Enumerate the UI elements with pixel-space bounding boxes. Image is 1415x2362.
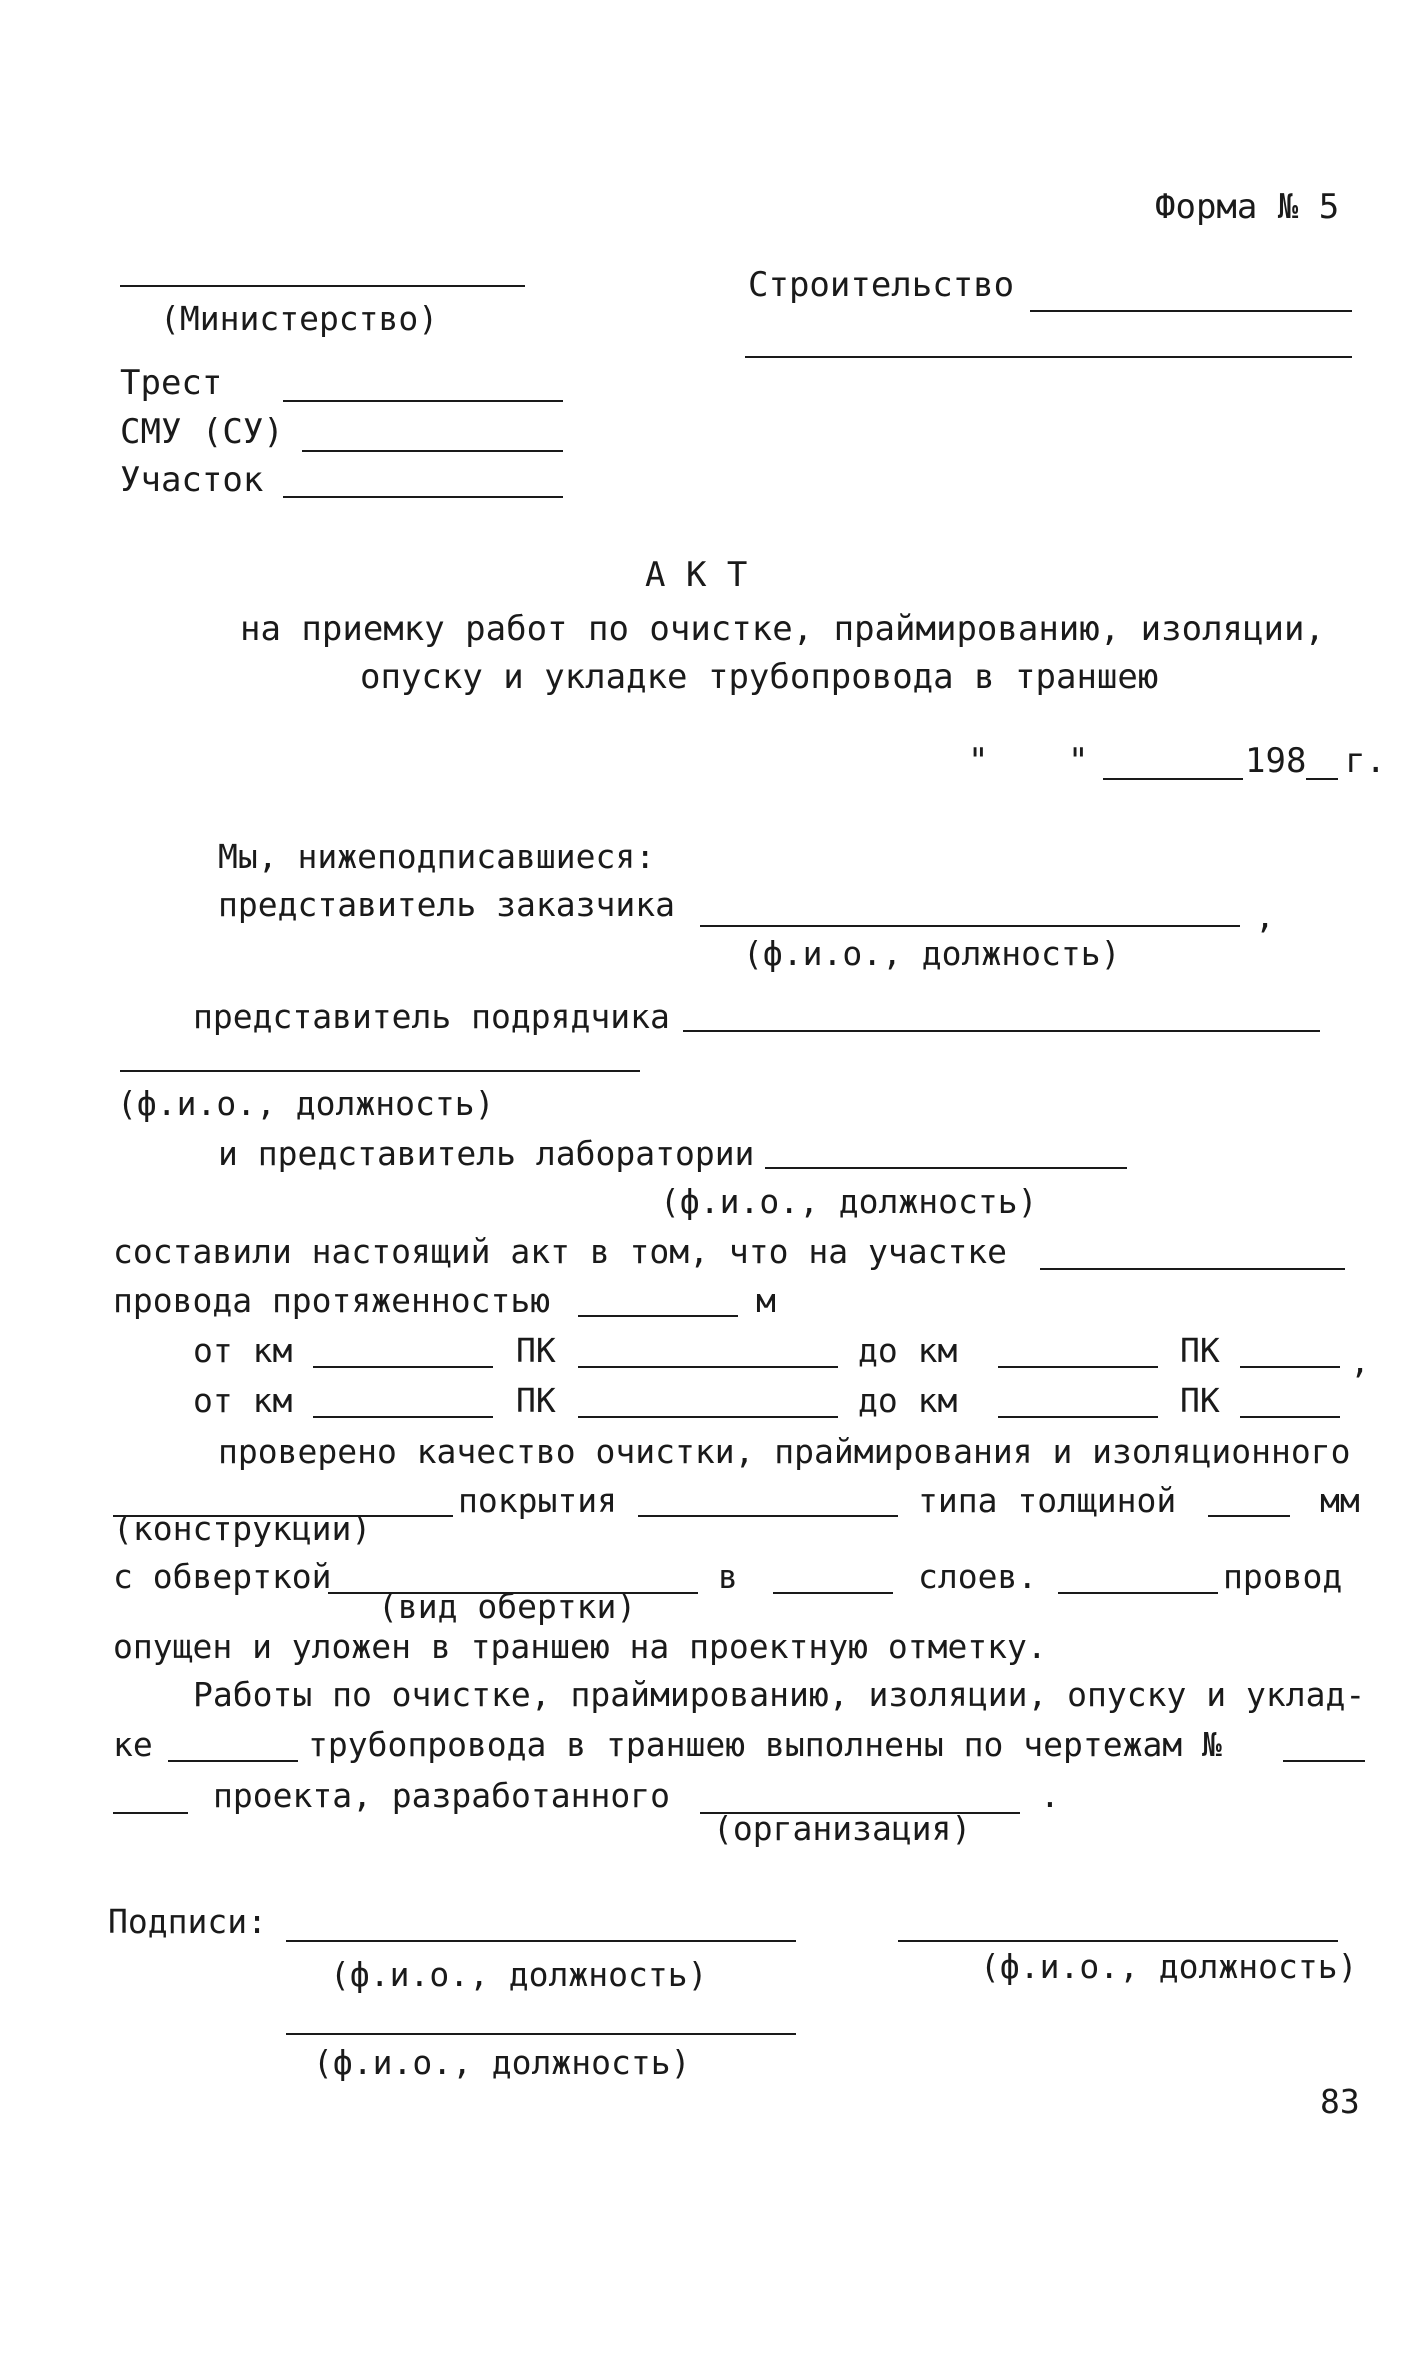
title-line-2: опуску и укладке трубопровода в траншею <box>360 657 1159 697</box>
customer-rep: представитель заказчика <box>218 885 675 924</box>
checked-quality: проверено качество очистки, праймирования и изоляционного <box>218 1432 1351 1471</box>
section-line <box>283 496 563 498</box>
trust-label: Трест <box>120 363 223 403</box>
provod-line <box>1058 1592 1218 1594</box>
title-line-1: на приемку работ по очистке, праймированию, изоляции, <box>240 609 1325 649</box>
length-label: провода протяженностью <box>113 1281 551 1320</box>
lab-fio-caption: (ф.и.о., должность) <box>660 1182 1038 1221</box>
coating-type-line <box>638 1515 898 1517</box>
lowered-line: опущен и уложен в траншею на проектную отметку. <box>113 1627 1047 1666</box>
construction-line-2 <box>745 356 1352 358</box>
from-km-2: от км <box>193 1381 293 1420</box>
pipeline-drawings: трубопровода в траншею выполнены по чертежам № <box>308 1725 1222 1764</box>
ministry-line <box>120 285 525 287</box>
length-unit: м <box>756 1281 776 1320</box>
pk-1: ПК <box>516 1331 556 1370</box>
date-quote-close: " <box>1068 741 1089 781</box>
contractor-line <box>683 1030 1320 1032</box>
pk-line-1 <box>578 1366 838 1368</box>
signature-line-1 <box>286 1940 796 1942</box>
customer-fio-caption: (ф.и.о., должность) <box>743 934 1121 973</box>
from-km-1: от км <box>193 1331 293 1370</box>
construction-caption: (конструкции) <box>113 1509 372 1548</box>
length-line <box>578 1315 738 1317</box>
document-heading: А К Т <box>645 555 748 595</box>
pk-3: ПК <box>516 1381 556 1420</box>
from-km-line-2 <box>313 1416 493 1418</box>
lab-line <box>765 1167 1127 1169</box>
pk-line-2 <box>1240 1366 1340 1368</box>
signature-line-2 <box>898 1940 1338 1942</box>
pk-line-4 <box>1240 1416 1340 1418</box>
to-km-line-1 <box>998 1366 1158 1368</box>
ke-line <box>168 1760 298 1762</box>
smu-label: СМУ (СУ) <box>120 412 284 452</box>
customer-comma: , <box>1255 897 1275 936</box>
to-km-line-2 <box>998 1416 1158 1418</box>
construction-label: Строительство <box>748 265 1015 305</box>
pk-2: ПК <box>1180 1331 1220 1370</box>
wrap-type-caption: (вид обертки) <box>378 1587 637 1626</box>
to-km-1: до км <box>858 1331 958 1370</box>
section-name-line <box>1040 1268 1345 1270</box>
comma-1: , <box>1350 1342 1370 1381</box>
type-thickness: типа толщиной <box>918 1481 1177 1520</box>
works-line-1: Работы по очистке, праймированию, изоляции, опуску и уклад- <box>193 1675 1366 1714</box>
intro: Мы, нижеподписавшиеся: <box>218 837 656 876</box>
project-line <box>113 1812 188 1814</box>
pk-4: ПК <box>1180 1381 1220 1420</box>
from-km-line-1 <box>313 1366 493 1368</box>
with-wrap: с обверткой <box>113 1557 332 1596</box>
project-developed: проекта, разработанного <box>213 1776 670 1815</box>
period: . <box>1040 1776 1060 1815</box>
mm-unit: мм <box>1320 1481 1360 1520</box>
page-number: 83 <box>1320 2082 1360 2121</box>
ke-label: ке <box>113 1725 153 1764</box>
date-month-line <box>1103 778 1243 780</box>
contractor-rep: представитель подрядчика <box>193 997 670 1036</box>
date-quote-open: " <box>968 741 989 781</box>
signature-line-3 <box>286 2033 796 2035</box>
signatures-label: Подписи: <box>108 1902 267 1941</box>
drawing-number-line <box>1283 1760 1365 1762</box>
signature-caption-2: (ф.и.о., должность) <box>980 1947 1358 1986</box>
pk-line-3 <box>578 1416 838 1418</box>
form-number: Форма № 5 <box>1155 187 1340 227</box>
coating-label: покрытия <box>458 1481 617 1520</box>
customer-line <box>700 925 1240 927</box>
in-label: в <box>718 1557 738 1596</box>
section-label: Участок <box>120 460 264 500</box>
compiled-line: составили настоящий акт в том, что на участке <box>113 1232 1008 1271</box>
provod-label: провод <box>1223 1557 1343 1596</box>
ministry-caption: (Министерство) <box>160 299 439 338</box>
to-km-2: до км <box>858 1381 958 1420</box>
construction-line <box>1030 310 1352 312</box>
year-prefix: 198 <box>1245 741 1307 781</box>
contractor-fio-caption: (ф.и.о., должность) <box>117 1084 495 1123</box>
layers-count-line <box>773 1592 893 1594</box>
year-line <box>1306 778 1338 780</box>
layers-label: слоев. <box>918 1557 1038 1596</box>
contractor-line-2 <box>120 1070 640 1072</box>
smu-line <box>302 450 563 452</box>
lab-rep: и представитель лаборатории <box>218 1134 755 1173</box>
thickness-line <box>1208 1515 1290 1517</box>
organization-caption: (организация) <box>713 1809 972 1848</box>
signature-caption-3: (ф.и.о., должность) <box>313 2043 691 2082</box>
year-suffix: г. <box>1345 741 1386 781</box>
signature-caption-1: (ф.и.о., должность) <box>330 1955 708 1994</box>
trust-line <box>283 400 563 402</box>
